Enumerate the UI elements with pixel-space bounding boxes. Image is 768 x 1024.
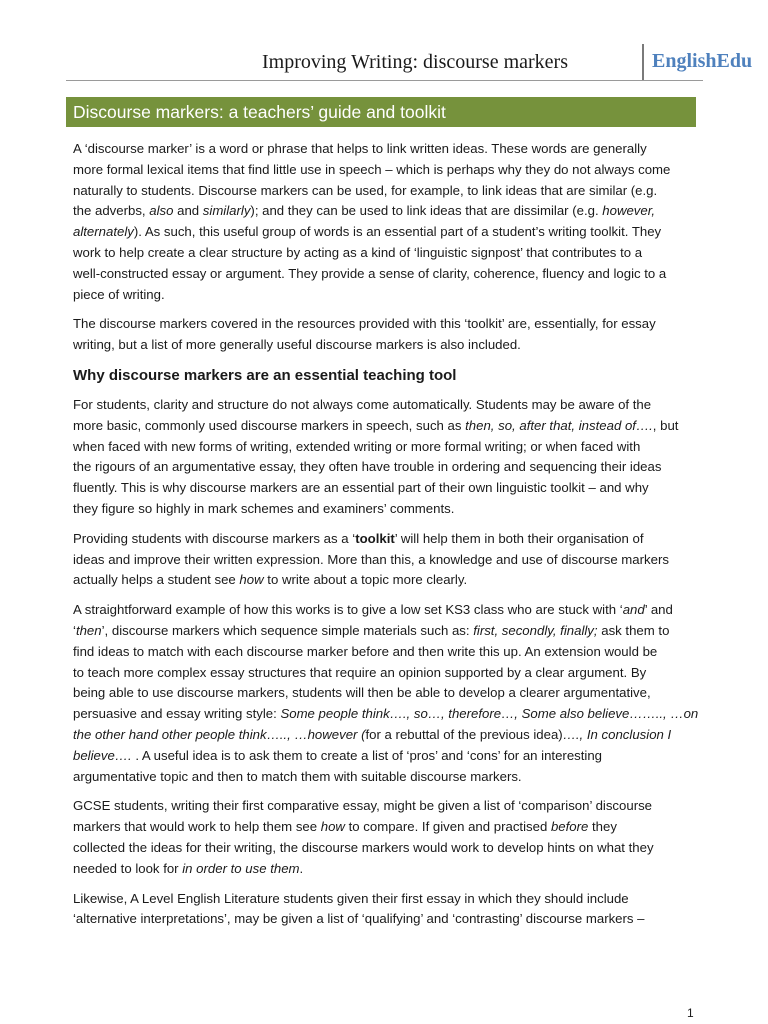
italic-term: before [550, 819, 589, 835]
paragraph-why-2 [73, 529, 698, 591]
text-line [73, 201, 698, 222]
text-run: ’, discourse markers which sequence simple materials such as: [101, 622, 474, 638]
text-run: for a rebuttal of the previous idea) [365, 726, 563, 742]
paragraph-why-4 [73, 796, 698, 879]
text-line: piece of writing. [73, 286, 165, 302]
text-line: more formal lexical items that find little use in speech – which is perhaps why they do not always come [73, 161, 671, 177]
italic-term: then, so, after that, instead of…. [465, 417, 653, 433]
text-line: writing, but a list of more generally useful discourse markers is also included. [73, 337, 521, 353]
page-header [66, 44, 753, 81]
paragraph-why-3 [73, 600, 698, 787]
italic-term: …., In conclusion I [562, 726, 672, 742]
section-heading: Why discourse markers are an essential teaching tool [73, 366, 457, 384]
text-line [73, 416, 698, 437]
italic-term: believe…. [73, 747, 132, 763]
text-line: ‘alternative interpretations’, may be given a list of ‘qualifying’ and ‘contrasting’ discourse markers – [73, 911, 645, 927]
italic-term: also [149, 203, 174, 219]
text-line: they figure so highly in mark schemes and examiners’ comments. [73, 500, 455, 516]
text-line [73, 222, 698, 243]
document-body [73, 139, 698, 939]
text-run: ’ and [644, 602, 673, 618]
text-run: ); and they can be used to link ideas that are dissimilar (e.g. [250, 203, 603, 219]
text-run: and [173, 203, 203, 219]
italic-term: similarly [202, 203, 251, 219]
italic-term: and [622, 602, 645, 618]
text-line: collected the ideas for their writing, the discourse markers would work to develop hints on what they [73, 839, 654, 855]
header-title: Improving Writing: discourse markers [262, 51, 568, 73]
paragraph-intro-2 [73, 314, 698, 356]
text-line: ideas and improve their written expression. More than this, a knowledge and use of discourse markers [73, 551, 669, 567]
text-run: needed to look for [73, 860, 183, 876]
text-run: ‘ [73, 622, 76, 638]
text-run: persuasive and essay writing style: [73, 706, 281, 722]
text-line [73, 570, 698, 591]
italic-term: Some people think…., so…, therefore…, Some also believe…….., …on [280, 706, 699, 722]
text-run: ). As such, this useful group of words is an essential part of a student’s writing toolkit. They [133, 224, 662, 240]
text-run: ask them to [597, 622, 670, 638]
text-line: work to help create a clear structure by acting as a kind of ‘linguistic signpost’ that contributes to a [73, 244, 643, 260]
text-line: A ‘discourse marker’ is a word or phrase that helps to link written ideas. These words are generally [73, 141, 647, 156]
text-line [73, 529, 698, 550]
text-run: , but [652, 417, 679, 433]
italic-term: then [75, 622, 102, 638]
text-run: the adverbs, [73, 203, 150, 219]
page-number: 1 [687, 1006, 694, 1020]
text-run: to write about a topic more clearly. [263, 572, 468, 588]
text-line: being able to use discourse markers, students will then be able to develop a clearer argumentative, [73, 685, 651, 701]
text-run: . A useful idea is to ask them to create a list of ‘pros’ and ‘cons’ for an interesting [131, 747, 603, 763]
text-run: . [299, 860, 304, 876]
italic-term: the other hand other people think….., …however ( [73, 726, 366, 742]
text-line: GCSE students, writing their first comparative essay, might be given a list of ‘comparison’ discourse [73, 798, 653, 814]
text-line [73, 859, 698, 880]
text-line [73, 704, 698, 725]
text-line: fluently. This is why discourse markers are an essential part of their own linguistic toolkit – and why [73, 480, 649, 496]
paragraph-intro-1 [73, 139, 698, 305]
italic-term: alternately [73, 224, 134, 240]
text-line: argumentative topic and then to match them with suitable discourse markers. [73, 768, 522, 784]
text-line: when faced with new forms of writing, extended writing or more formal writing; or when faced with [73, 438, 641, 454]
header-brand: EnglishEdu [652, 50, 753, 72]
text-run: markers that would work to help them see [73, 819, 321, 835]
italic-term: however, [602, 203, 656, 219]
text-line: the rigours of an argumentative essay, they often have trouble in ordering and sequencing their ideas [73, 459, 662, 475]
text-run: they [588, 819, 617, 835]
text-run: to compare. If given and practised [344, 819, 551, 835]
italic-term: how [239, 572, 264, 588]
paragraph-why-5 [73, 889, 698, 931]
text-line: well-constructed essay or argument. They provide a sense of clarity, coherence, fluency and logic to a [73, 265, 667, 281]
section-banner: Discourse markers: a teachers’ guide and toolkit [66, 97, 696, 127]
bold-term: toolkit [355, 530, 395, 546]
text-run: ’ will help them in both their organisation of [394, 530, 644, 546]
italic-term: first, secondly, finally; [473, 622, 598, 638]
text-line: Likewise, A Level English Literature students given their first essay in which they should include [73, 890, 629, 906]
text-line: find ideas to match with each discourse marker before and then write this up. An extension would be [73, 643, 658, 659]
text-line: For students, clarity and structure do not always come automatically. Students may be aware of the [73, 396, 652, 412]
text-run: more basic, commonly used discourse markers in speech, such as [73, 417, 466, 433]
text-line [73, 817, 698, 838]
italic-term: in order to use them [182, 860, 300, 876]
italic-term: how [320, 819, 345, 835]
header-separator [642, 44, 644, 80]
text-line [73, 600, 698, 621]
text-line: to teach more complex essay structures that require an opinion supported by a clear argument. By [73, 664, 647, 680]
text-line: The discourse markers covered in the resources provided with this ‘toolkit’ are, essentially, for essay [73, 316, 656, 332]
text-line: naturally to students. Discourse markers can be used, for example, to link ideas that are similar (e.g. [73, 182, 658, 198]
text-run: A straightforward example of how this works is to give a low set KS3 class who are stuck with ‘ [73, 602, 623, 618]
text-line [73, 746, 698, 767]
paragraph-why-1 [73, 395, 698, 520]
text-run: Providing students with discourse markers as a ‘ [73, 530, 356, 546]
text-line [73, 725, 698, 746]
text-run: actually helps a student see [73, 572, 240, 588]
text-line [73, 621, 698, 642]
